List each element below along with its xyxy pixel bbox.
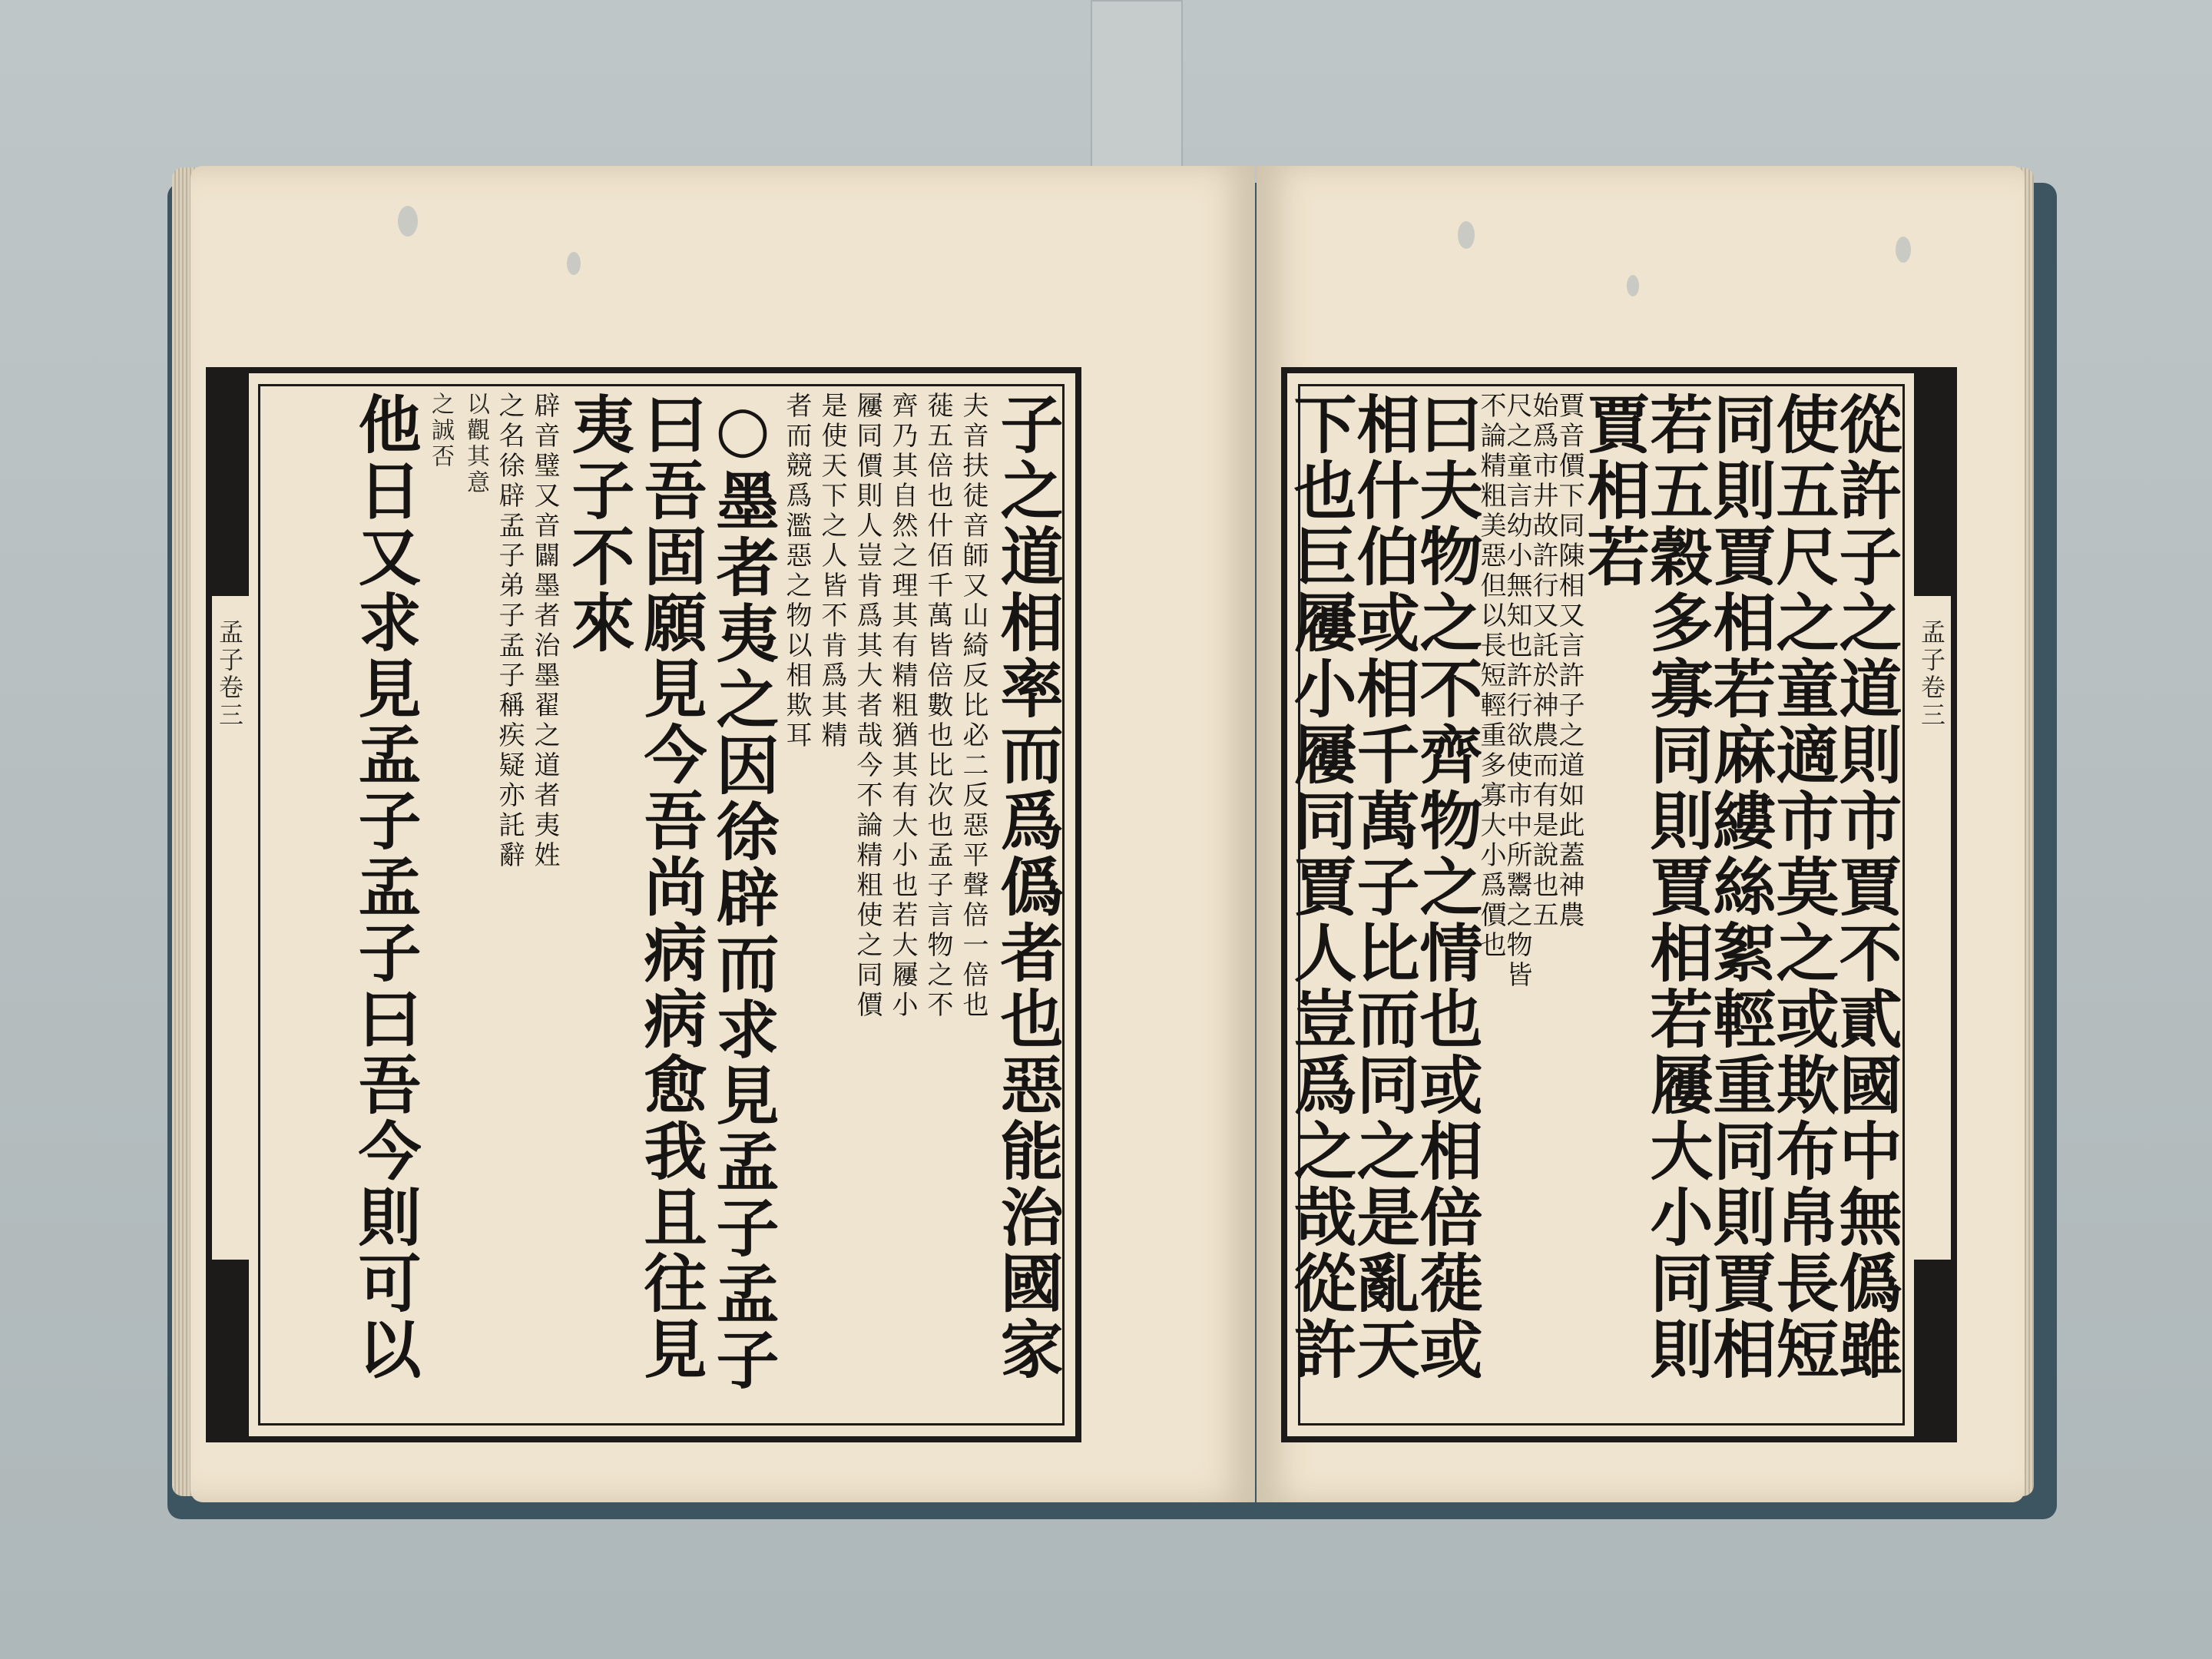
- main-text-column: 賈相若: [1577, 392, 1651, 590]
- book-spine-strip: [1091, 0, 1183, 177]
- main-text-column: 若五穀多寡同則賈相若屨大小同則: [1640, 392, 1714, 1382]
- right-text-columns: [1283, 392, 1902, 1419]
- fishtail-mark-top: [1914, 373, 1951, 596]
- right-hanshin-margin: [1914, 373, 1951, 1436]
- commentary-column: 之名徐辟孟子弟子孟子稱疾疑亦託辭: [494, 392, 525, 871]
- main-text-column: 從許子之道則市賈不貳國中無僞雖: [1829, 392, 1902, 1382]
- commentary-column: 者而競爲濫惡之物以相欺耳: [781, 392, 812, 751]
- main-text-column: 下也巨屨小屨同賈人豈爲之哉從許: [1283, 392, 1357, 1382]
- annotation-column: 以觀其意: [462, 392, 489, 496]
- right-text-block: [1281, 367, 1957, 1442]
- main-text-column: 使五尺之童適市莫之或欺布帛長短: [1766, 392, 1839, 1382]
- commentary-column: 是使天下之人皆不肯爲其精: [816, 392, 847, 751]
- paper-stain: [567, 252, 581, 275]
- fishtail-mark-bottom: [1914, 1260, 1951, 1436]
- left-text-columns: [266, 392, 1064, 1419]
- paper-stain: [398, 206, 418, 237]
- commentary-column: 賈音價下同陳相又言許子之道如此蓋神農: [1554, 392, 1584, 931]
- main-text-column: 夷子不來: [561, 392, 635, 656]
- commentary-column: 始爲市井故許行又託於神農而有是說也五: [1528, 392, 1558, 931]
- commentary-column: 屨同價則人豈肯爲其大者哉今不論精粗使之同價: [852, 392, 882, 1021]
- commentary-column: 不論精粗美惡但以長短輕重多寡大小爲價也: [1475, 392, 1506, 961]
- paper-stain: [1627, 275, 1639, 296]
- main-text-column: 他日又求見孟子孟子曰吾今則可以: [348, 392, 422, 1382]
- open-book: [167, 160, 2057, 1512]
- commentary-column: 蓰五倍也什佰千萬皆倍數也比次也孟子言物之不: [922, 392, 953, 1021]
- main-text-column: 子之道相率而爲僞者也惡能治國家: [990, 392, 1064, 1382]
- fishtail-mark-top: [212, 373, 249, 596]
- main-text-column: 同則賈相若麻縷絲絮輕重同則賈相: [1703, 392, 1777, 1382]
- left-text-block: [206, 367, 1081, 1442]
- main-text-column: 曰吾固願見今吾尚病病愈我且往見: [634, 392, 707, 1382]
- fishtail-mark-bottom: [212, 1260, 249, 1436]
- left-margin-title: 孟子卷三: [215, 619, 244, 730]
- commentary-column: 尺之童言幼小無知也許行欲使市中所鬻之物皆: [1502, 392, 1532, 991]
- commentary-column: 夫音扶徒音師又山綺反比必二反惡平聲倍一倍也: [958, 392, 988, 1021]
- annotation-column: 之誠否: [427, 392, 454, 470]
- commentary-column: 齊乃其自然之理其有精粗猶其有大小也若大屨小: [887, 392, 918, 1021]
- main-text-column: 相什伯或相千萬子比而同之是亂天: [1346, 392, 1420, 1382]
- main-text-column: 曰夫物之不齊物之情也或相倍蓰或: [1409, 392, 1483, 1382]
- commentary-column: 辟音璧又音闢墨者治墨翟之道者夷姓: [529, 392, 560, 871]
- paper-stain: [1896, 237, 1911, 263]
- right-margin-title: 孟子卷三: [1917, 619, 1946, 730]
- main-text-column: ○墨者夷之因徐辟而求見孟子孟子: [706, 392, 780, 1393]
- left-hanshin-margin: [212, 373, 249, 1436]
- paper-stain: [1458, 221, 1475, 249]
